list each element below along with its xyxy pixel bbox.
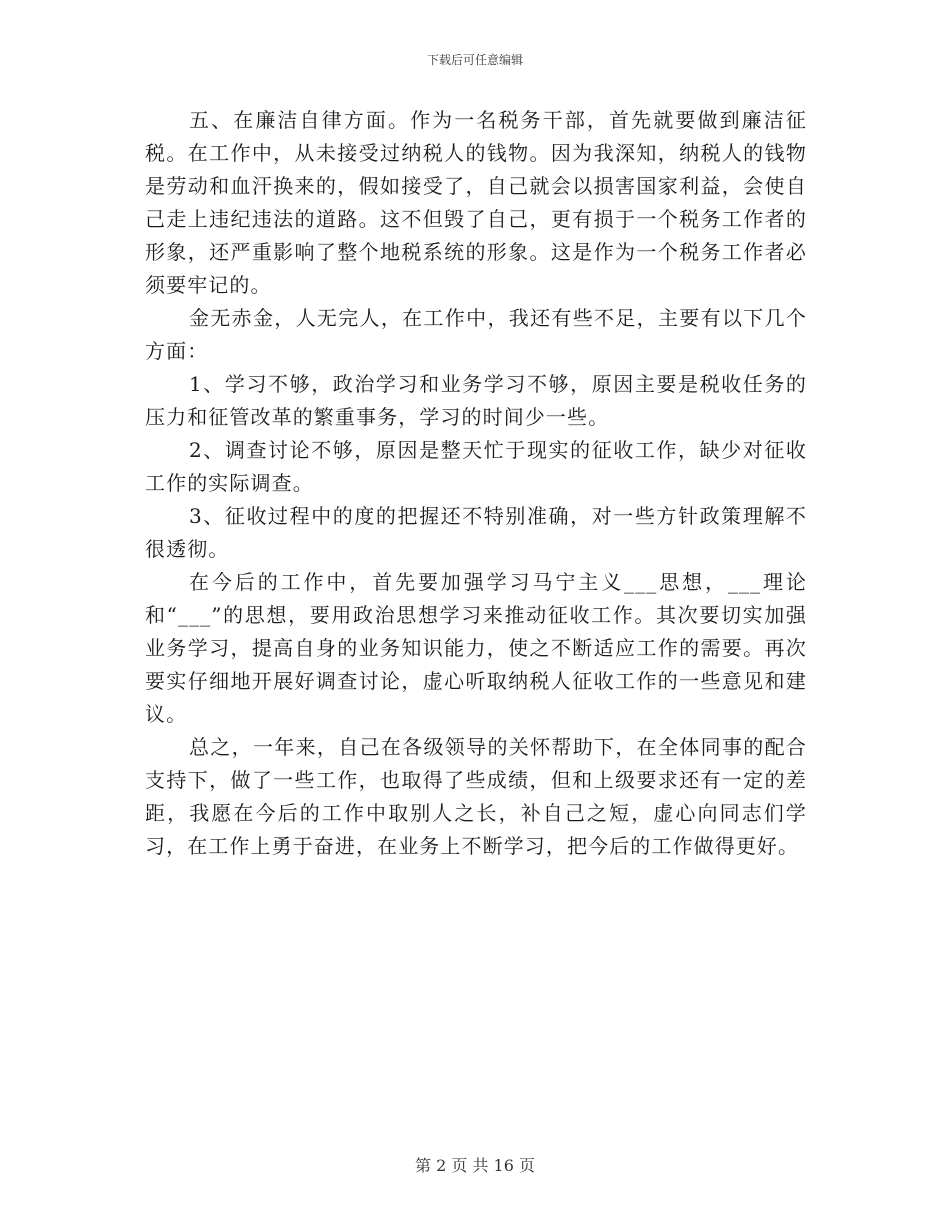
paragraph-future-plan: 在今后的工作中，首先要加强学习马宁主义___思想，___理论和“___”的思想，要用政治思想学习来推动征收工作。其次要切实加强业务学习，提高自身的业务知识能力，使之不断适应工作的需要。再次要实仔细地开展好调查讨论，虚心听取纳税人征收工作的一些意见和建议。 [145, 570, 807, 726]
document-body [145, 104, 807, 863]
paragraph-integrity: 五、在廉洁自律方面。作为一名税务干部，首先就要做到廉洁征税。在工作中，从未接受过纳税人的钱物。因为我深知，纳税人的钱物是劳动和血汗换来的，假如接受了，自己就会以损害国家利益，会使自己走上违纪违法的道路。这不但毁了自己，更有损于一个税务工作者的形象，还严重影响了整个地税系统的形象。这是作为一个税务工作者必须要牢记的。 [145, 108, 807, 297]
paragraph-shortcomings-intro: 金无赤金，人无完人，在工作中，我还有些不足，主要有以下几个方面： [145, 306, 807, 363]
paragraph-shortcoming-3: 3、征收过程中的度的把握还不特别准确，对一些方针政策理解不很透彻。 [145, 504, 807, 561]
paragraph-shortcoming-2: 2、调查讨论不够，原因是整天忙于现实的征收工作，缺少对征收工作的实际调查。 [145, 438, 807, 495]
page-header: 下载后可任意编辑 [426, 53, 523, 67]
paragraph-shortcoming-1: 1、学习不够，政治学习和业务学习不够，原因主要是税收任务的压力和征管改革的繁重事务，学习的时间少一些。 [145, 372, 807, 429]
page-number: 第 2 页 共 16 页 [415, 1156, 535, 1175]
paragraph-summary: 总之，一年来，自己在各级领导的关怀帮助下，在全体同事的配合支持下，做了一些工作，也取得了些成绩，但和上级要求还有一定的差距，我愿在今后的工作中取别人之长，补自己之短，虚心向同志们学习，在工作上勇于奋进，在业务上不断学习，把今后的工作做得更好。 [145, 735, 807, 858]
